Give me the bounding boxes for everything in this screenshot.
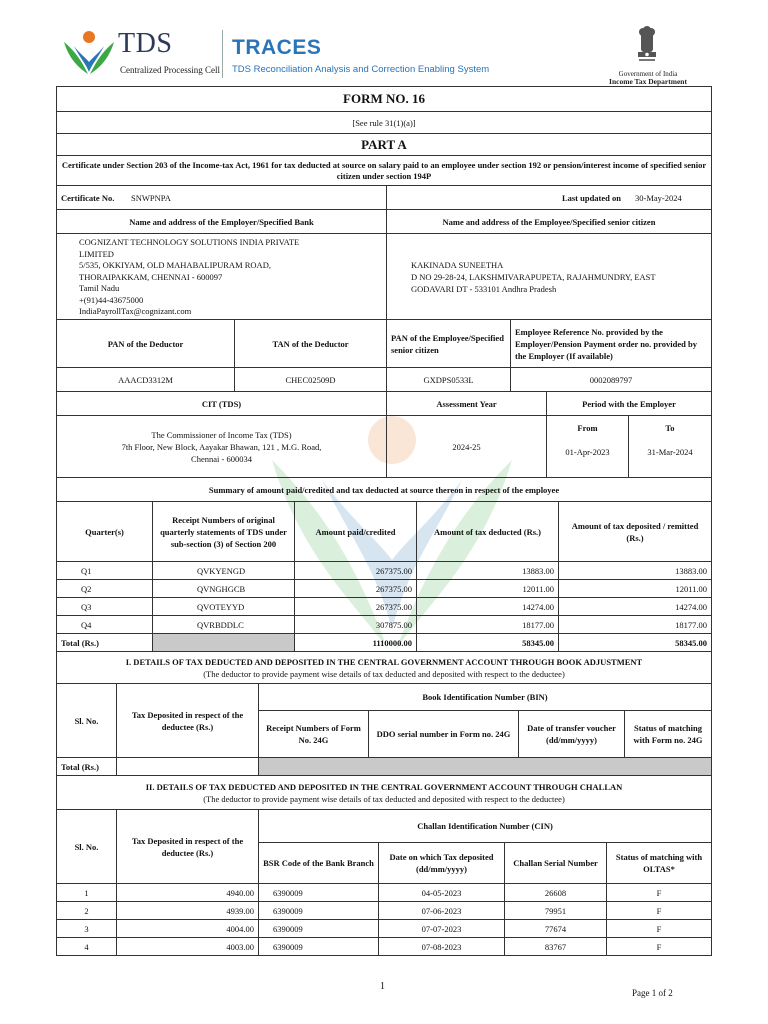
paid-cell: 267375.00 [295,580,417,597]
employee-ref-value: 0002089797 [589,374,633,385]
employer-address-line: THORAIPAKKAM, CHENNAI - 600097 [79,271,223,282]
summary-total-row [56,634,712,652]
receipt-cell: QVKYENGD [153,562,295,579]
deposited-cell: 18177.00 [675,619,707,630]
summary-total-deducted: 58345.00 [417,634,559,651]
table-row [56,884,712,902]
certificate-no-label: Certificate No. [61,192,115,203]
summary-col-deducted: Amount of tax deducted (Rs.) [417,502,559,561]
cin-col-date: Date on which Tax deposited (dd/mm/yyyy) [379,843,505,883]
bin-col-ddo: DDO serial number in Form no. 24G [369,711,519,757]
deposited-cell: 13883.00 [675,565,707,576]
govt-line2: Income Tax Department [609,77,687,86]
employee-name: KAKINADA SUNEETHA [411,259,504,270]
cit-address-line: 7th Floor, New Block, Aayakar Bhawan, 121 , M.G. Road, [121,441,322,452]
quarter-cell: Q1 [57,562,153,579]
cin-group [259,810,711,883]
challan-tax: 4003.00 [117,938,259,955]
pan-employee-label: PAN of the Employee/Specified senior citizen [387,320,511,367]
challan-date: 07-08-2023 [379,938,505,955]
table-row [56,938,712,956]
section2-heading [57,776,711,809]
bin-header: Book Identification Number (BIN) [259,684,711,711]
summary-header-row [56,502,712,562]
period-from-label: From [577,423,598,433]
period-to-label: To [665,423,675,433]
tds-logo-icon [60,28,118,78]
bin-col-receipt: Receipt Numbers of Form No. 24G [259,711,369,757]
employer-address-line: COGNIZANT TECHNOLOGY SOLUTIONS INDIA PRIVATE [79,237,300,247]
section2-col-slno: Sl. No. [57,810,117,883]
certificate-no-value: SNWPNPA [127,186,387,209]
rule-reference: [See rule 31(1)(a)] [352,117,416,128]
challan-slno: 2 [57,902,117,919]
deposited-cell: 12011.00 [675,583,707,594]
traces-subtitle: TDS Reconciliation Analysis and Correction Enabling System [232,64,490,75]
cin-col-serial: Challan Serial Number [505,843,607,883]
last-updated-value: 30-May-2024 [635,192,682,203]
table-row [56,616,712,634]
deducted-cell: 14274.00 [417,598,559,615]
challan-date: 07-07-2023 [379,920,505,937]
paid-cell: 307875.00 [295,616,417,633]
deducted-cell: 13883.00 [417,562,559,579]
tds-wordmark: TDS [118,28,173,59]
summary-col-deposited: Amount of tax deposited / remitted (Rs.) [571,520,699,543]
employer-address-line: LIMITED [79,248,114,259]
employee-address [387,234,711,319]
challan-status: F [656,887,662,898]
challan-serial: 26608 [505,884,607,901]
govt-caption [598,70,698,86]
section2-col-tax: Tax Deposited in respect of the deductee (Rs.) [117,810,259,883]
page-of-count: Page 1 of 2 [632,988,673,998]
employer-address [57,234,387,319]
section2-title: II. DETAILS OF TAX DEDUCTED AND DEPOSITED IN THE CENTRAL GOVERNMENT ACCOUNT THROUGH CHALLAN [145,781,623,792]
section1-col-tax: Tax Deposited in respect of the deductee (Rs.) [117,684,259,757]
summary-title: Summary of amount paid/credited and tax deducted at source thereon in respect of the employee [208,484,560,495]
table-row [56,580,712,598]
period-from-value: 01-Apr-2023 [565,447,610,457]
cit-address [57,416,387,477]
deducted-cell: 18177.00 [417,616,559,633]
cit-label: CIT (TDS) [57,392,387,415]
pan-deductor-label: PAN of the Deductor [57,320,235,367]
section1-total-blank [259,758,711,775]
employer-address-line: +(91)44-43675000 [79,294,144,305]
challan-slno: 1 [57,884,117,901]
govt-line1: Government of India [618,70,678,78]
page-number: 1 [380,981,385,992]
period-to [629,416,711,477]
challan-serial: 77674 [505,920,607,937]
form-title: FORM NO. 16 [343,91,425,106]
period-from [547,416,629,477]
challan-tax: 4940.00 [117,884,259,901]
table-row [56,598,712,616]
form-16 [56,86,712,956]
assessment-year-value: 2024-25 [387,416,547,477]
header-divider [222,30,223,78]
receipt-cell: QVOTEYYD [153,598,295,615]
period-to-value: 31-Mar-2024 [647,447,693,457]
certificate-description: Certificate under Section 203 of the Income-tax Act, 1961 for tax deducted at source on salary paid to an employee under section 192 or pension/interest income of specified senior citizen under section 194P [61,159,707,181]
employee-ref-label: Employee Reference No. provided by the Employer/Pension Payment order no. provided by the Employer (If available) [515,326,697,361]
challan-bsr: 6390009 [259,884,379,901]
paid-cell: 267375.00 [295,598,417,615]
employer-header: Name and address of the Employer/Specified Bank [57,210,387,233]
employee-address-line: GODAVARI DT - 533101 Andhra Pradesh [411,283,557,294]
challan-date: 04-05-2023 [379,884,505,901]
section1-subtitle: (The deductor to provide payment wise details of tax deducted and deposited with respect to the deductee) [203,668,565,679]
assessment-year-label: Assessment Year [387,392,547,415]
employee-header: Name and address of the Employee/Specified senior citizen [442,216,656,227]
employee-address-line: D NO 29-28-24, LAKSHMIVARAPUPETA, RAJAHMUNDRY, EAST [411,271,656,282]
summary-col-receipt: Receipt Numbers of original quarterly statements of TDS under sub-section (3) of Section 200 [153,502,295,561]
employer-address-line: Tamil Nadu [79,283,120,293]
challan-tax: 4004.00 [117,920,259,937]
challan-status: F [656,905,662,916]
summary-col-paid: Amount paid/credited [295,502,417,561]
bin-col-status: Status of matching with Form no. 24G [633,723,703,745]
summary-col-quarter: Quarter(s) [57,502,153,561]
challan-status: F [656,941,662,952]
section1-heading [57,652,711,683]
quarter-cell: Q2 [57,580,153,597]
challan-slno: 4 [57,938,117,955]
table-row [56,562,712,580]
section1-col-slno: Sl. No. [57,684,117,757]
challan-bsr: 6390009 [259,902,379,919]
section1-total-label: Total (Rs.) [57,758,117,775]
tds-subtitle: Centralized Processing Cell [120,65,220,75]
quarter-cell: Q4 [57,616,153,633]
paid-cell: 267375.00 [295,562,417,579]
pan-deductor-value: AAACD3312M [57,368,235,391]
table-row [56,902,712,920]
challan-date: 07-06-2023 [379,902,505,919]
section1-title: I. DETAILS OF TAX DEDUCTED AND DEPOSITED IN THE CENTRAL GOVERNMENT ACCOUNT THROUGH BOOK ADJUSTMENT [125,656,643,667]
challan-serial: 79951 [505,902,607,919]
summary-total-paid: 1110000.00 [295,634,417,651]
tan-deductor-label: TAN of the Deductor [235,320,387,367]
deducted-cell: 12011.00 [417,580,559,597]
page-header [0,0,768,86]
challan-tax: 4939.00 [117,902,259,919]
table-row [56,920,712,938]
summary-total-blank [153,634,295,651]
challan-slno: 3 [57,920,117,937]
challan-status: F [656,923,662,934]
employer-address-line: 5/535, OKKIYAM, OLD MAHABALIPURAM ROAD, [79,260,271,270]
period-label: Period with the Employer [582,398,676,409]
summary-total-label: Total (Rs.) [57,634,153,651]
section1-total-row [56,758,712,776]
summary-total-deposited: 58345.00 [675,637,707,648]
section1-total-value [117,758,259,775]
bin-col-date: Date of transfer voucher (dd/mm/yyyy) [519,711,625,757]
cin-header: Challan Identification Number (CIN) [259,810,711,843]
part-title: PART A [361,136,407,152]
employer-email: IndiaPayrollTax@cognizant.com [79,306,192,316]
last-updated-label: Last updated on [561,192,621,203]
traces-title: TRACES [232,36,322,59]
pan-employee-value: GXDPS0533L [387,368,511,391]
challan-bsr: 6390009 [259,938,379,955]
quarter-cell: Q3 [57,598,153,615]
cit-address-line: Chennai - 600034 [191,453,252,464]
cin-col-status: Status of matching with OLTAS* [615,852,703,874]
receipt-cell: QVNGHGCB [153,580,295,597]
deposited-cell: 14274.00 [675,601,707,612]
tan-deductor-value: CHEC02509D [235,368,387,391]
section2-subtitle: (The deductor to provide payment wise details of tax deducted and deposited with respect to the deductee) [203,793,565,804]
cin-col-bsr: BSR Code of the Bank Branch [259,843,379,883]
bin-group [259,684,711,757]
cit-address-line: The Commissioner of Income Tax (TDS) [151,429,292,440]
national-emblem-icon [632,26,662,66]
challan-serial: 83767 [505,938,607,955]
receipt-cell: QVRBDDLC [153,616,295,633]
challan-bsr: 6390009 [259,920,379,937]
